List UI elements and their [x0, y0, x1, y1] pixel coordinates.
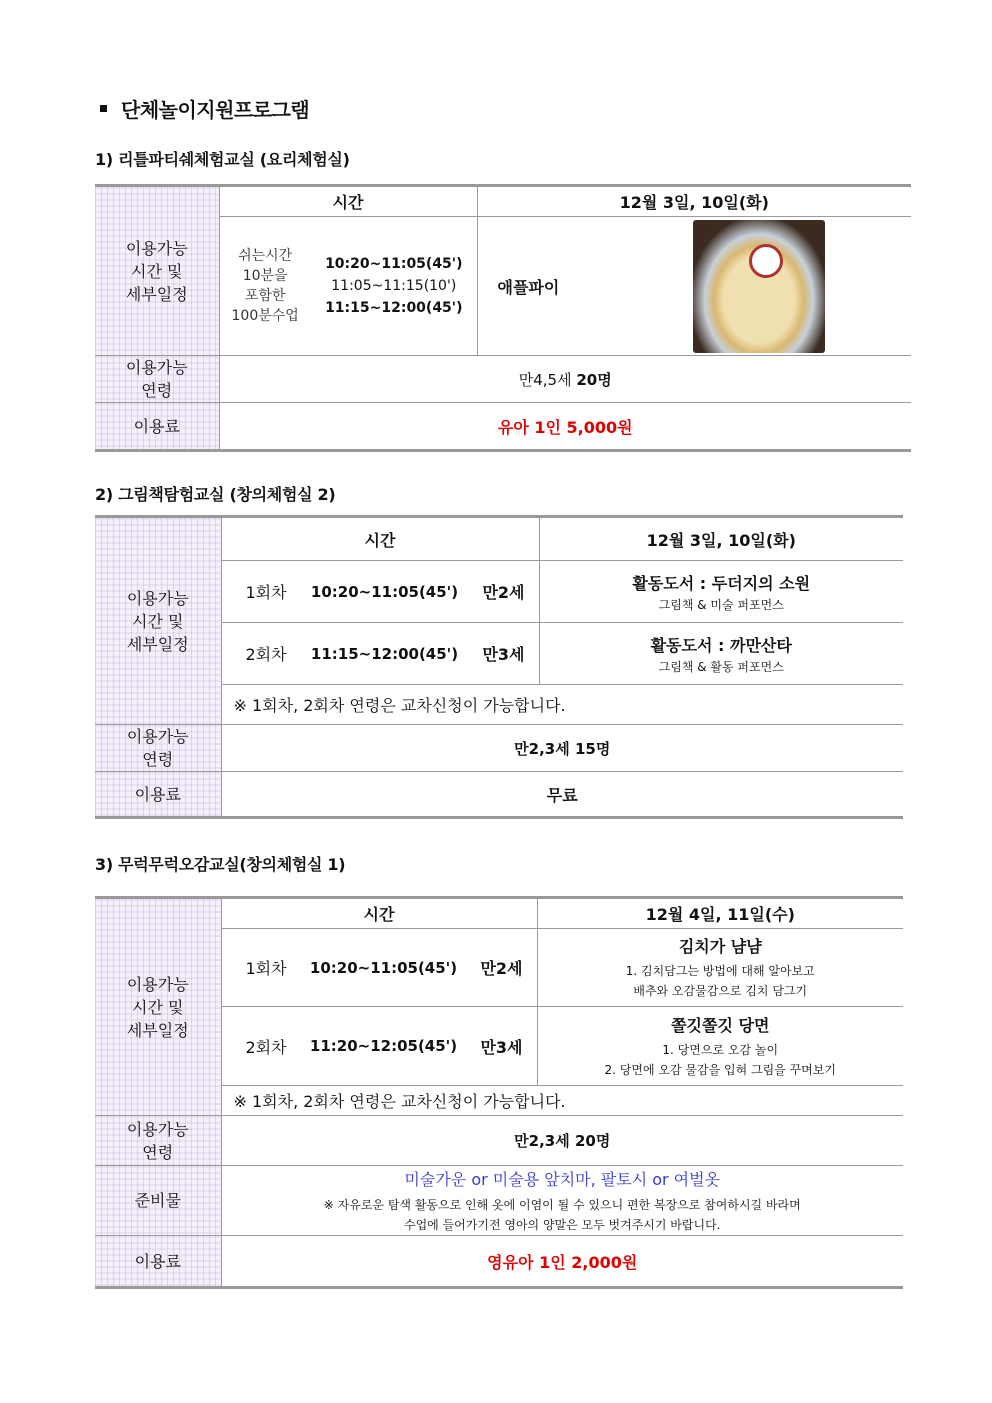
program2-round2-time: 11:15~12:00(45')	[310, 644, 459, 663]
program1-menu: 애플파이	[497, 277, 560, 297]
program2-label-schedule: 이용가능 시간 및 세부일정	[95, 517, 221, 725]
program2-title: 2) 그림책탐험교실 (창의체험실 2)	[95, 485, 336, 504]
program2-round1-book	[539, 561, 903, 623]
bullet-square-icon	[100, 105, 107, 112]
page-title	[100, 94, 309, 123]
program3-book1: 김치가 냠냠	[678, 937, 762, 956]
program2-book1-desc: 그림책 & 미술 퍼포먼스	[658, 597, 784, 612]
program2-round2	[221, 623, 539, 685]
program3-book2-desc1: 1. 당면으로 오감 놀이	[662, 1042, 779, 1057]
program3-label-age: 이용가능 연령	[95, 1116, 221, 1166]
program3-round2-age: 만3세	[480, 1037, 523, 1057]
program2-col-time: 시간	[221, 517, 539, 561]
program3-table	[95, 896, 903, 1289]
program3-age: 만2,3세 20명	[221, 1116, 903, 1166]
program1-age-cell	[219, 356, 911, 403]
program3-round2-book	[537, 1007, 903, 1086]
program2-round1-label: 1회차	[245, 583, 287, 602]
program1-fee: 유아 1인 5,000원	[219, 403, 911, 451]
program3-col-time: 시간	[221, 898, 537, 929]
program3-book2: 쫄깃쫄깃 당면	[671, 1015, 770, 1035]
program1-time-cell	[219, 217, 477, 356]
program3-prep-main: 미술가운 or 미술용 앞치마, 팔토시 or 여벌옷	[404, 1169, 721, 1189]
program2-round2-label: 2회차	[245, 645, 287, 664]
apple-pie-photo	[693, 220, 825, 353]
program3-round2-time: 11:20~12:05(45')	[309, 1037, 458, 1055]
program2-col-date: 12월 3일, 10일(화)	[539, 517, 903, 561]
program1-menu-cell	[477, 217, 911, 356]
program3-book2-desc2: 2. 당면에 오감 물감을 입혀 그림을 꾸며보기	[604, 1062, 836, 1077]
program3-label-fee: 이용료	[95, 1236, 221, 1288]
program2-round2-age: 만3세	[482, 645, 525, 664]
program3-title: 3) 무럭무럭오감교실(창의체험실 1)	[95, 855, 346, 874]
program3-round1-time: 10:20~11:05(45')	[309, 958, 458, 977]
program2-age: 만2,3세 15명	[221, 725, 903, 772]
program2-round1	[221, 561, 539, 623]
program2-round1-time: 10:20~11:05(45')	[310, 582, 459, 601]
program3-prep-note2: 수업에 들어가기전 영아의 양말은 모두 벗겨주시기 바랍니다.	[403, 1217, 721, 1232]
program2-label-age: 이용가능 연령	[95, 725, 221, 772]
program2-fee: 무료	[221, 772, 903, 818]
cake-decoration	[749, 244, 783, 278]
program3-label-schedule: 이용가능 시간 및 세부일정	[95, 898, 221, 1116]
program1-slot2: 11:15~12:00(45')	[325, 300, 463, 316]
program3-book1-desc1: 1. 김치담그는 방법에 대해 알아보고	[625, 964, 815, 978]
program2-round1-age: 만2세	[482, 583, 525, 602]
program1-slot-break: 11:05~11:15(10')	[331, 278, 457, 294]
program1-label-schedule: 이용가능 시간 및 세부일정	[95, 186, 219, 356]
program1-break-note: 쉬는시간 10분을 포함한 100분수업	[231, 248, 299, 324]
program1-slot1: 10:20~11:05(45')	[325, 256, 463, 272]
program1-col-date: 12월 3일, 10일(화)	[477, 186, 911, 217]
program2-book1: 활동도서 : 두더지의 소원	[632, 573, 811, 593]
program1-title: 1) 리틀파티쉐체험교실 (요리체험실)	[95, 150, 350, 169]
program2-note: ※ 1회차, 2회차 연령은 교차신청이 가능합니다.	[221, 685, 903, 725]
program1-age-count: 20명	[576, 370, 612, 389]
program3-book1-desc2: 배추와 오감물감으로 김치 담그기	[633, 984, 808, 998]
program3-label-prep: 준비물	[95, 1166, 221, 1236]
program2-label-fee: 이용료	[95, 772, 221, 818]
program3-round1-age: 만2세	[480, 959, 523, 978]
program1-table	[95, 184, 911, 452]
program3-prep-cell	[221, 1166, 903, 1236]
program3-prep-note1: ※ 자유로운 탐색 활동으로 인해 옷에 이염이 될 수 있으니 편한 복장으로 참여하시길 바라며	[323, 1197, 801, 1212]
program3-round2	[221, 1007, 537, 1086]
program3-round1-label: 1회차	[245, 959, 287, 978]
program3-fee: 영유아 1인 2,000원	[221, 1236, 903, 1288]
program2-book2: 활동도서 : 까만산타	[650, 635, 792, 655]
program1-label-age: 이용가능 연령	[95, 356, 219, 403]
program3-round1	[221, 929, 537, 1007]
program1-col-time: 시간	[219, 186, 477, 217]
program2-book2-desc: 그림책 & 활동 퍼포먼스	[658, 659, 784, 674]
program2-table	[95, 515, 903, 819]
program3-round1-book	[537, 929, 903, 1007]
page-title-text: 단체놀이지원프로그램	[121, 98, 310, 122]
program2-round2-book	[539, 623, 903, 685]
program3-round2-label: 2회차	[245, 1037, 287, 1057]
program1-label-fee: 이용료	[95, 403, 219, 451]
program3-col-date: 12월 4일, 11일(수)	[537, 898, 903, 929]
program3-note: ※ 1회차, 2회차 연령은 교차신청이 가능합니다.	[221, 1086, 903, 1116]
program1-age-text: 만4,5세	[518, 370, 572, 389]
